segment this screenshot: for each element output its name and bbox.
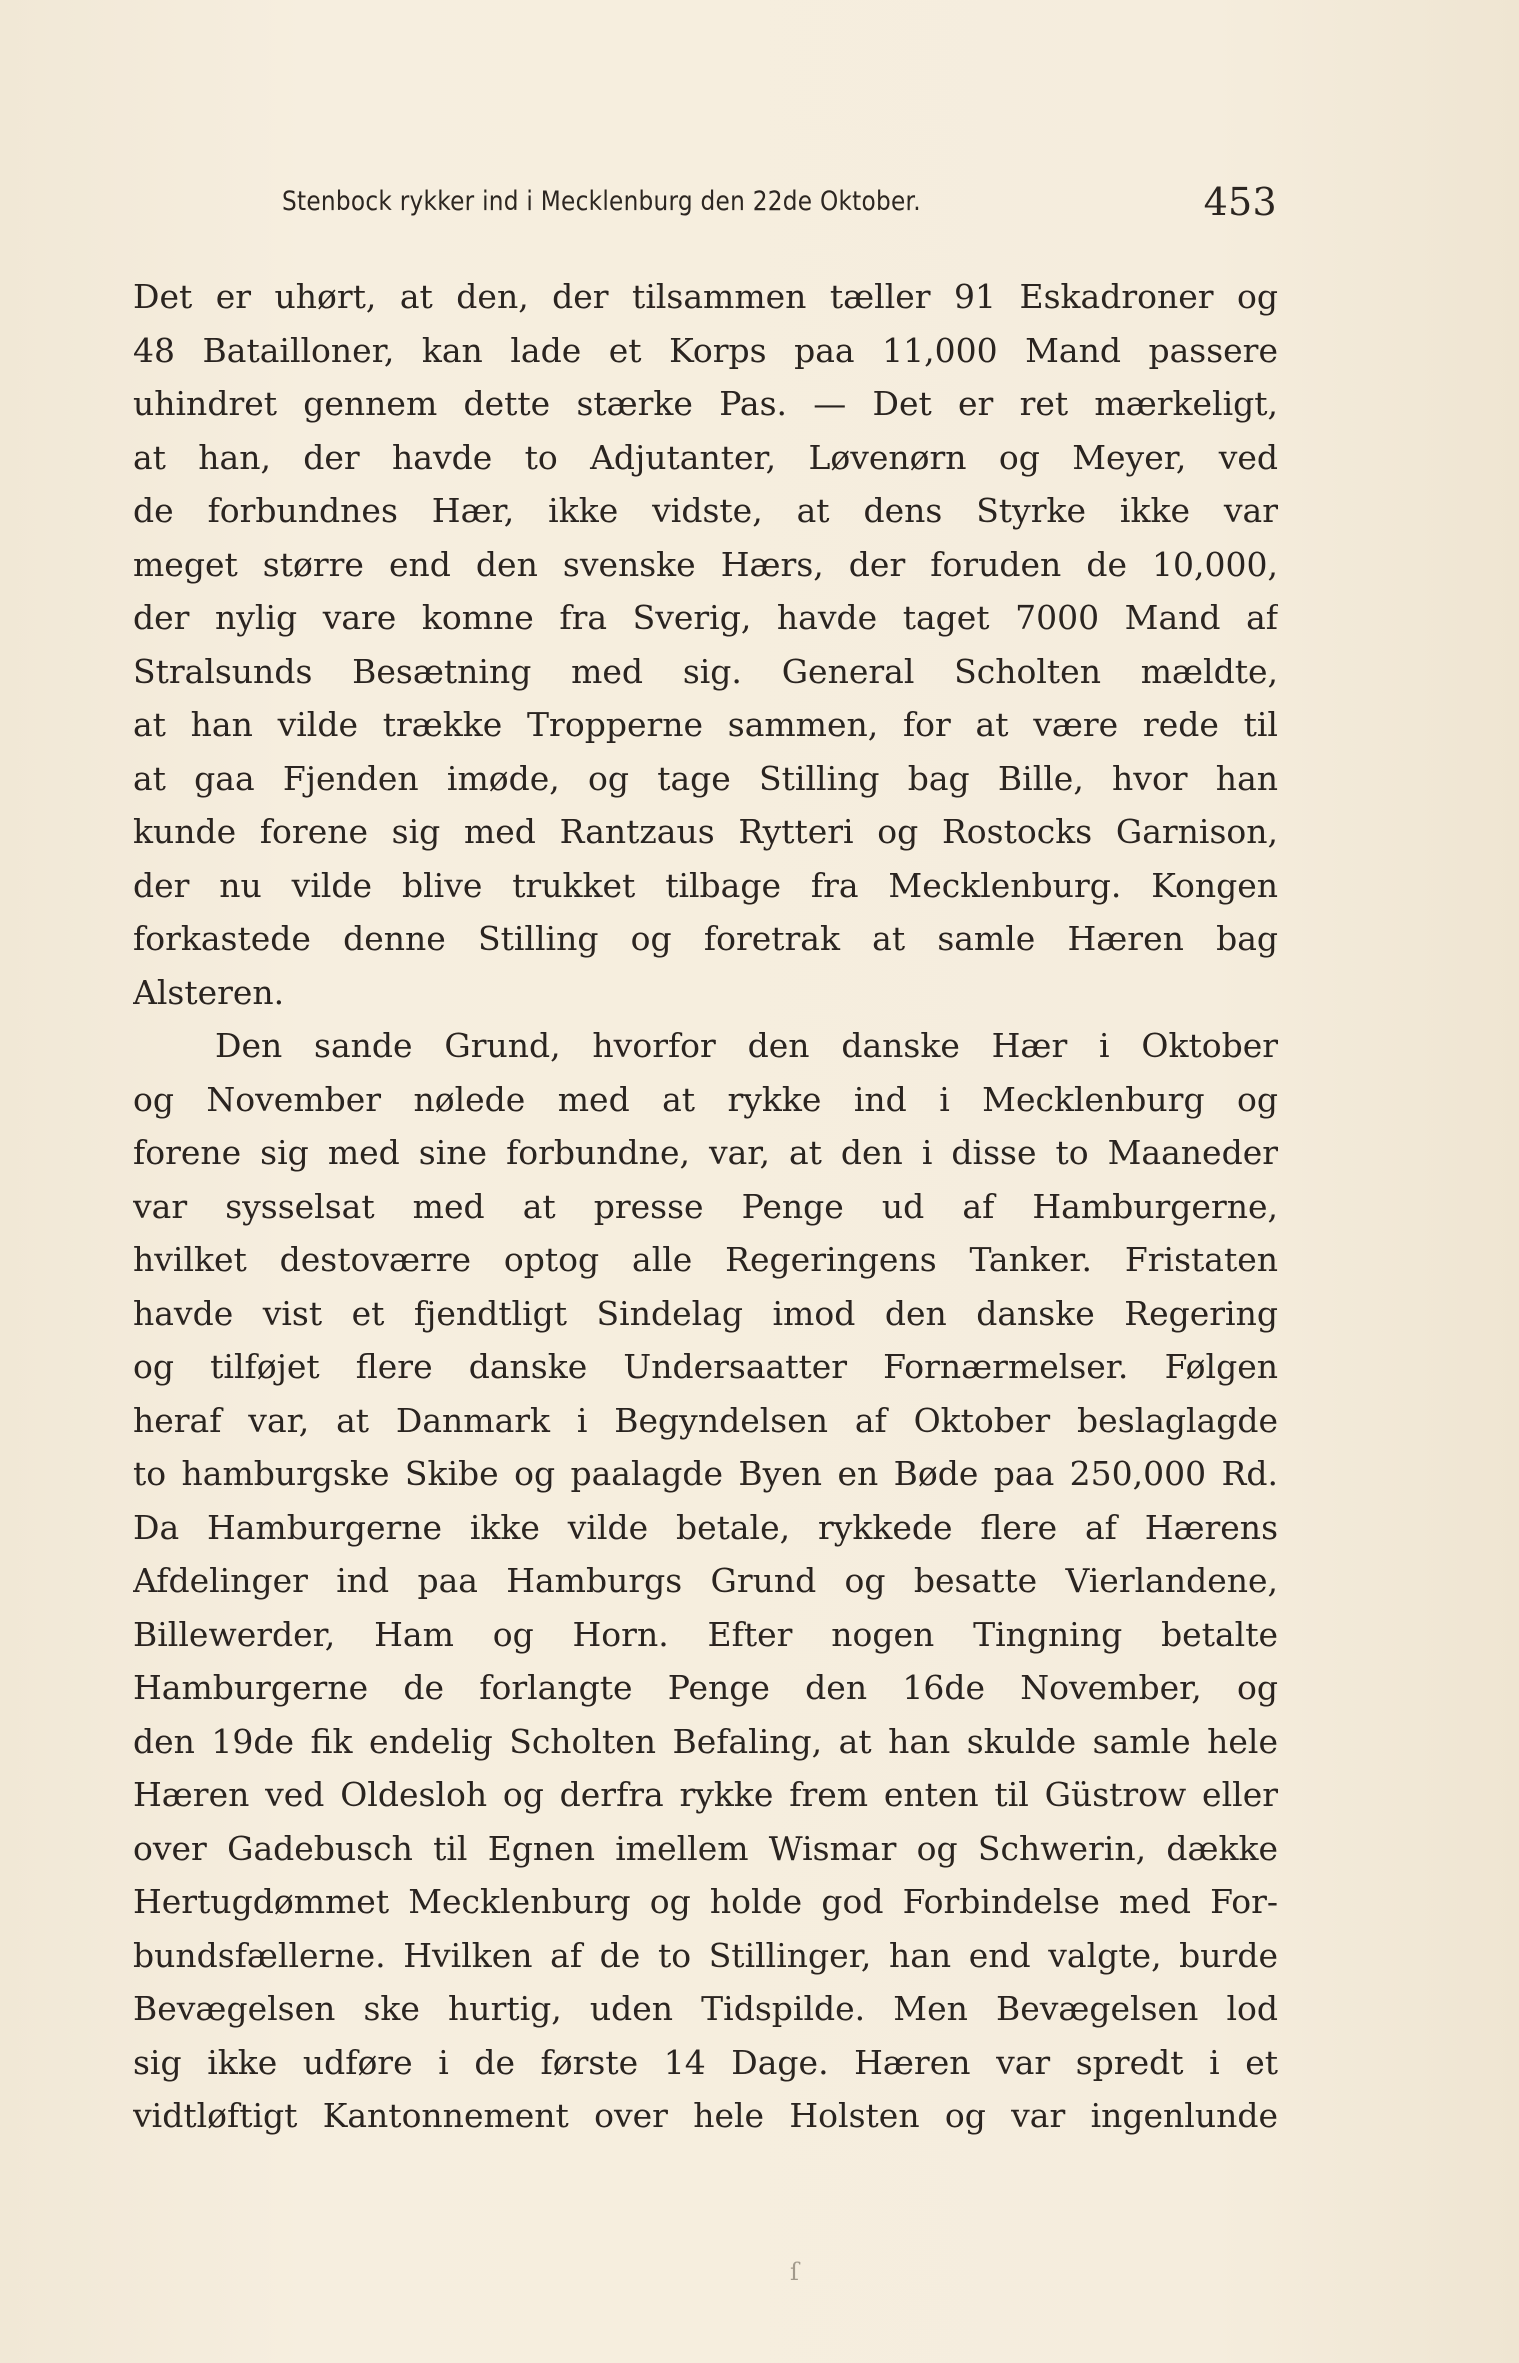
text-line: Stralsunds Besætning med sig. General Scholten mældte, (133, 651, 1278, 691)
text-line: Billewerder, Ham og Horn. Efter nogen Tingning betalte (133, 1614, 1278, 1654)
text-line: havde vist et fjendtligt Sindelag imod den danske Regering (133, 1293, 1278, 1333)
text-line: kunde forene sig med Rantzaus Rytteri og Rostocks Garnison, (133, 812, 1278, 851)
text-line: den 19de fik endelig Scholten Befaling, at han skulde samle hele (133, 1721, 1278, 1761)
page-number: 453 (1203, 180, 1277, 224)
text-line: Bevægelsen ske hurtig, uden Tidspilde. Men Bevægelsen lod (133, 1989, 1278, 2028)
text-line: forkastede denne Stilling og foretrak at samle Hæren bag (133, 919, 1278, 958)
text-line: to hamburgske Skibe og paalagde Byen en Bøde paa 250,000 Rd. (133, 1454, 1278, 1493)
text-line: og tilføjet flere danske Undersaatter Fornærmelser. Følgen (133, 1347, 1278, 1386)
text-line: og November nølede med at rykke ind i Mecklenburg og (133, 1079, 1278, 1119)
stray-mark: ſ (790, 2258, 799, 2286)
text-line: hvilket destoværre optog alle Regeringens Tanker. Fristaten (133, 1240, 1278, 1279)
text-line: forene sig med sine forbundne, var, at den i disse to Maaneder (133, 1133, 1278, 1172)
text-line: at han, der havde to Adjutanter, Løvenørn og Meyer, ved (133, 437, 1278, 477)
body-text (133, 270, 1278, 2143)
text-line: de forbundnes Hær, ikke vidste, at dens Styrke ikke var (133, 491, 1278, 530)
text-line: uhindret gennem dette stærke Pas. — Det er ret mærkeligt, (133, 384, 1278, 423)
text-line: Den sande Grund, hvorfor den danske Hær i Oktober (215, 1026, 1278, 1065)
text-line: at han vilde trække Tropperne sammen, for at være rede til (133, 705, 1278, 744)
text-line: der nylig vare komne fra Sverig, havde taget 7000 Mand af (133, 598, 1278, 637)
text-line: Hertugdømmet Mecklenburg og holde god Forbindelse med For- (133, 1882, 1278, 1921)
text-line: Afdelinger ind paa Hamburgs Grund og besatte Vierlandene, (133, 1561, 1278, 1600)
text-line: var sysselsat med at presse Penge ud af Hamburgerne, (133, 1186, 1278, 1226)
text-line: meget større end den svenske Hærs, der foruden de 10,000, (133, 544, 1278, 584)
text-line: Hæren ved Oldesloh og derfra rykke frem enten til Güstrow eller (133, 1775, 1278, 1814)
text-line: Da Hamburgerne ikke vilde betale, rykkede flere af Hærens (133, 1507, 1278, 1547)
text-line: sig ikke udføre i de første 14 Dage. Hæren var spredt i et (133, 2042, 1278, 2082)
text-line: Alsteren. (133, 972, 285, 1012)
text-line: 48 Batailloner, kan lade et Korps paa 11,000 Mand passere (133, 330, 1278, 370)
text-line: over Gadebusch til Egnen imellem Wismar og Schwerin, dække (133, 1828, 1278, 1868)
text-line: at gaa Fjenden imøde, og tage Stilling bag Bille, hvor han (133, 758, 1278, 798)
text-line: heraf var, at Danmark i Begyndelsen af Oktober beslaglagde (133, 1400, 1278, 1440)
running-head-title: Stenbock rykker ind i Mecklenburg den 22de Oktober. (282, 186, 921, 217)
text-line: der nu vilde blive trukket tilbage fra Mecklenburg. Kongen (133, 865, 1278, 905)
text-line: bundsfællerne. Hvilken af de to Stillinger, han end valgte, burde (133, 1935, 1278, 1975)
text-line: vidtløftigt Kantonnement over hele Holsten og var ingenlunde (133, 2096, 1278, 2135)
text-line: Hamburgerne de forlangte Penge den 16de November, og (133, 1668, 1278, 1707)
running-head (282, 178, 1282, 228)
text-line: Det er uhørt, at den, der tilsammen tæller 91 Eskadroner og (133, 277, 1278, 316)
